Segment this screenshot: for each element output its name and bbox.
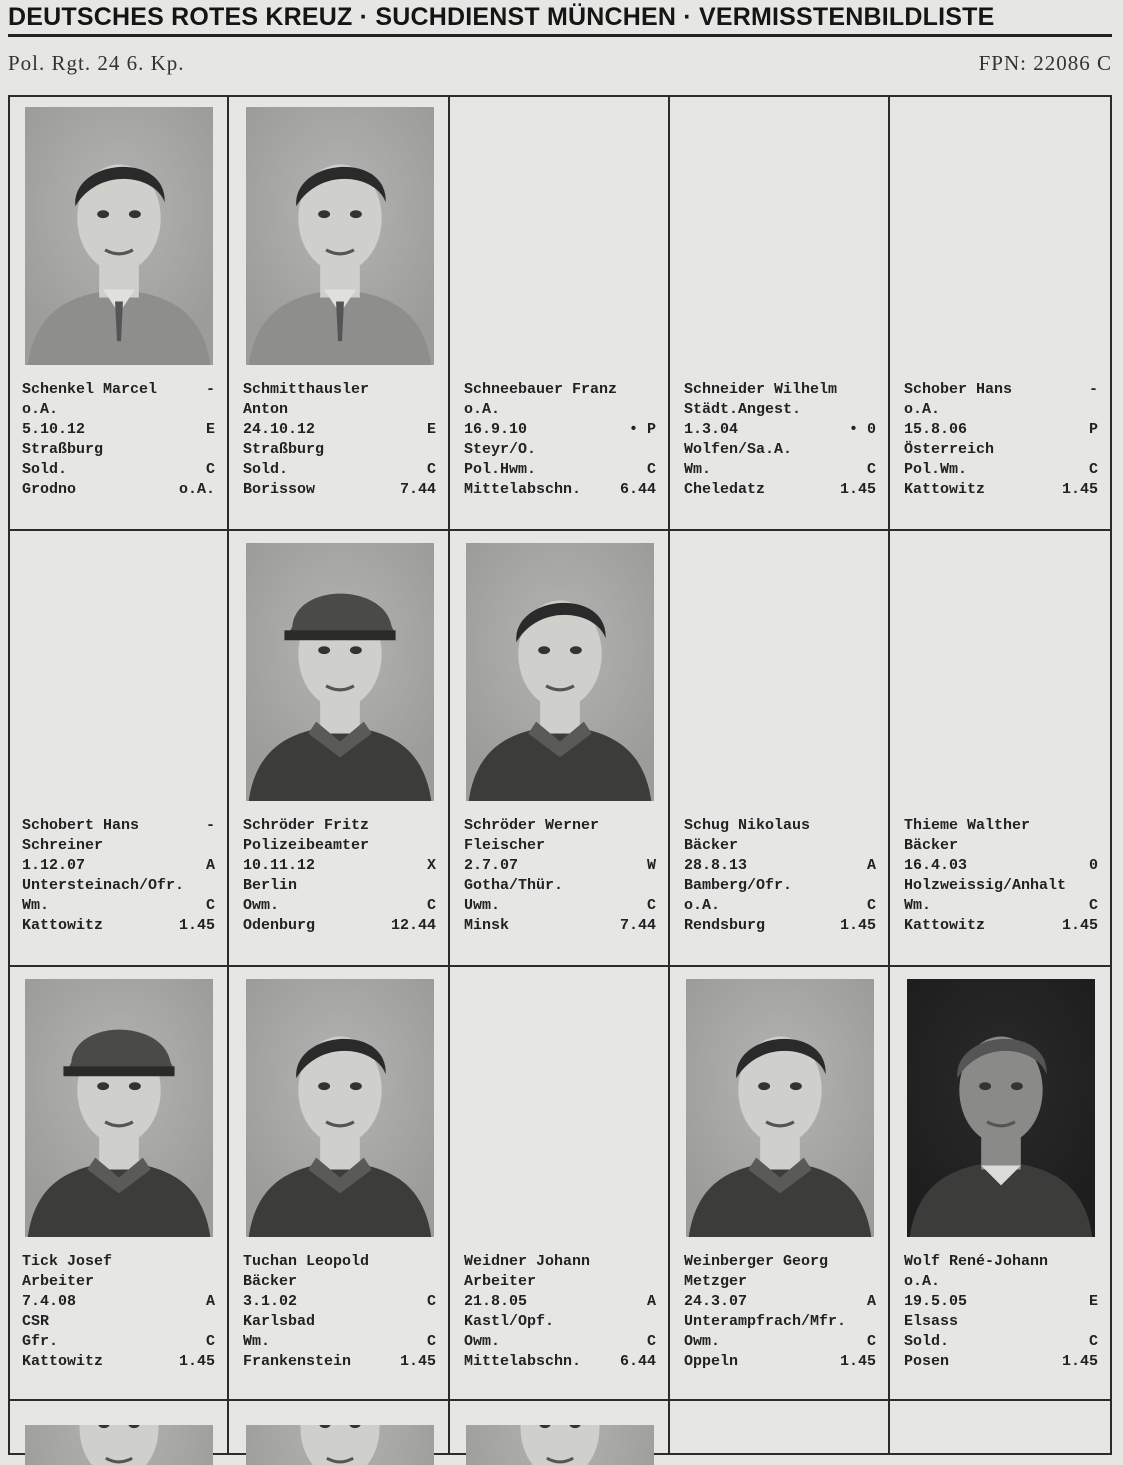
person-name: Tuchan Leopold (243, 1253, 370, 1270)
birth-place: Kastl/Opf. (464, 1313, 555, 1330)
birth-date: 2.7.07 (464, 857, 519, 874)
info-line (684, 440, 876, 460)
person-photo (246, 979, 434, 1237)
birth-date: 24.10.12 (243, 421, 316, 438)
person-info (904, 1252, 1098, 1372)
birth-place: Karlsbad (243, 1313, 316, 1330)
info-line (464, 400, 656, 420)
rank-code: C (426, 1333, 436, 1350)
last-location: Odenburg (243, 917, 316, 934)
person-occupation: o.A. (904, 401, 941, 418)
birth-code: P (1088, 421, 1098, 438)
person-photo (25, 107, 213, 365)
birth-place: Untersteinach/Ofr. (22, 877, 185, 894)
info-line (904, 856, 1098, 876)
person-photo (466, 543, 654, 801)
unit-label: Pol. Rgt. 24 6. Kp. (8, 51, 185, 75)
birth-code: 0 (1088, 857, 1098, 874)
person-photo (246, 107, 434, 365)
info-line (904, 400, 1098, 420)
birth-place: Österreich (904, 441, 995, 458)
last-date: 6.44 (619, 481, 656, 498)
rank-code: C (205, 1333, 215, 1350)
info-line (22, 916, 215, 936)
person-card (8, 967, 229, 1401)
person-name: Schneebauer Franz (464, 381, 618, 398)
info-line (464, 1292, 656, 1312)
info-line (904, 440, 1098, 460)
person-card (890, 967, 1112, 1401)
info-line (22, 1272, 215, 1292)
birth-date: 19.5.05 (904, 1293, 968, 1310)
info-line (464, 460, 656, 480)
person-occupation: Schreiner (22, 837, 104, 854)
birth-date: 10.11.12 (243, 857, 316, 874)
last-date: 1.45 (1061, 917, 1098, 934)
info-line (684, 1252, 876, 1272)
info-line (684, 1292, 876, 1312)
portrait-icon (466, 543, 654, 801)
person-card (890, 1401, 1112, 1455)
info-line (904, 480, 1098, 500)
rank-code: C (646, 461, 656, 478)
person-info (684, 816, 876, 936)
info-line (684, 400, 876, 420)
info-line (684, 896, 876, 916)
person-info (243, 1252, 436, 1372)
rank-code: C (205, 461, 215, 478)
fpn-label: FPN: 22086 C (978, 51, 1112, 75)
birth-place: Straßburg (243, 441, 325, 458)
person-card (8, 95, 229, 531)
info-line (684, 480, 876, 500)
birth-code: A (866, 857, 876, 874)
portrait-icon (246, 107, 434, 365)
info-line (22, 400, 215, 420)
info-line (904, 1312, 1098, 1332)
person-info (904, 816, 1098, 936)
info-line (904, 836, 1098, 856)
person-card (890, 95, 1112, 531)
person-name: Schenkel Marcel (22, 381, 158, 398)
person-name: Schneider Wilhelm (684, 381, 838, 398)
name-mark: - (205, 817, 215, 834)
person-rank: Wm. (904, 897, 932, 914)
info-line (464, 440, 656, 460)
birth-place: Bamberg/Ofr. (684, 877, 793, 894)
person-rank: Wm. (22, 897, 50, 914)
rank-code: C (426, 461, 436, 478)
info-line (22, 460, 215, 480)
info-line (904, 816, 1098, 836)
info-line (22, 380, 215, 400)
birth-place: Elsass (904, 1313, 959, 1330)
info-line (22, 480, 215, 500)
info-line (464, 836, 656, 856)
last-location: Kattowitz (22, 1353, 104, 1370)
info-line (22, 1312, 215, 1332)
person-occupation: o.A. (22, 401, 59, 418)
birth-date: 28.8.13 (684, 857, 748, 874)
birth-date: 24.3.07 (684, 1293, 748, 1310)
rank-code: C (426, 897, 436, 914)
person-rank: Owm. (243, 897, 280, 914)
info-line (684, 1352, 876, 1372)
info-line (904, 896, 1098, 916)
birth-place: CSR (22, 1313, 50, 1330)
person-occupation: Polizeibeamter (243, 837, 370, 854)
last-date: 7.44 (399, 481, 436, 498)
info-line (904, 420, 1098, 440)
birth-date: 7.4.08 (22, 1293, 77, 1310)
info-line (904, 1292, 1098, 1312)
last-location: Oppeln (684, 1353, 739, 1370)
birth-code: A (205, 857, 215, 874)
portrait-icon (466, 1425, 654, 1465)
info-line (243, 380, 436, 400)
person-card (8, 1401, 229, 1455)
person-card (450, 531, 670, 967)
person-rank: Owm. (464, 1333, 501, 1350)
rank-code: C (1088, 897, 1098, 914)
birth-code: W (646, 857, 656, 874)
person-card (450, 1401, 670, 1455)
info-line (243, 1252, 436, 1272)
title-rule (8, 34, 1112, 37)
person-rank: Sold. (22, 461, 68, 478)
last-location: Rendsburg (684, 917, 766, 934)
info-line (684, 380, 876, 400)
person-photo (246, 1425, 434, 1465)
info-line (22, 896, 215, 916)
info-line (243, 420, 436, 440)
portrait-icon (246, 543, 434, 801)
info-line (243, 480, 436, 500)
info-line (243, 1312, 436, 1332)
info-line (22, 856, 215, 876)
last-location: Posen (904, 1353, 950, 1370)
person-card (670, 1401, 890, 1455)
birth-code: E (205, 421, 215, 438)
birth-place: Gotha/Thür. (464, 877, 564, 894)
birth-place: Wolfen/Sa.A. (684, 441, 793, 458)
info-line (684, 856, 876, 876)
person-card (8, 531, 229, 967)
info-line (464, 380, 656, 400)
person-occupation: Metzger (684, 1273, 748, 1290)
birth-code: A (205, 1293, 215, 1310)
person-card (229, 1401, 450, 1455)
info-line (684, 1332, 876, 1352)
person-rank: Pol.Wm. (904, 461, 968, 478)
birth-date: 21.8.05 (464, 1293, 528, 1310)
birth-date: 16.4.03 (904, 857, 968, 874)
person-occupation: Arbeiter (22, 1273, 95, 1290)
info-line (22, 440, 215, 460)
person-occupation: Bäcker (243, 1273, 298, 1290)
person-card (670, 531, 890, 967)
person-card (450, 967, 670, 1401)
info-line (243, 1352, 436, 1372)
birth-code: A (646, 1293, 656, 1310)
person-photo (25, 979, 213, 1237)
info-line (22, 420, 215, 440)
last-location: Cheledatz (684, 481, 766, 498)
person-occupation: Fleischer (464, 837, 546, 854)
person-info (22, 816, 215, 936)
info-line (243, 836, 436, 856)
last-location: Mittelabschn. (464, 1353, 582, 1370)
last-date: 1.45 (178, 917, 215, 934)
person-name: Weinberger Georg (684, 1253, 829, 1270)
person-photo (686, 979, 874, 1237)
person-name: Schröder Werner (464, 817, 600, 834)
last-date: 7.44 (619, 917, 656, 934)
person-name: Schug Nikolaus (684, 817, 811, 834)
last-date: 1.45 (1061, 481, 1098, 498)
rank-code: C (646, 897, 656, 914)
info-line (243, 1272, 436, 1292)
last-location: Minsk (464, 917, 510, 934)
info-line (684, 460, 876, 480)
portrait-icon (25, 1425, 213, 1465)
info-line (22, 816, 215, 836)
name-mark: - (205, 381, 215, 398)
last-date: 1.45 (839, 917, 876, 934)
last-location: Kattowitz (904, 917, 986, 934)
info-line (684, 1272, 876, 1292)
person-photo (907, 979, 1095, 1237)
birth-place: Unterampfrach/Mfr. (684, 1313, 847, 1330)
info-line (904, 876, 1098, 896)
info-line (684, 1312, 876, 1332)
info-line (904, 916, 1098, 936)
info-line (464, 1352, 656, 1372)
last-location: Kattowitz (22, 917, 104, 934)
person-name: Weidner Johann (464, 1253, 591, 1270)
info-line (464, 856, 656, 876)
birth-date: 16.9.10 (464, 421, 528, 438)
last-location: Frankenstein (243, 1353, 352, 1370)
rank-code: C (205, 897, 215, 914)
person-occupation: Anton (243, 401, 289, 418)
person-info (243, 816, 436, 936)
info-line (464, 876, 656, 896)
rank-code: C (866, 461, 876, 478)
birth-code: A (866, 1293, 876, 1310)
person-info (684, 1252, 876, 1372)
info-line (243, 1332, 436, 1352)
person-grid (8, 95, 1112, 1455)
info-line (22, 836, 215, 856)
info-line (464, 1272, 656, 1292)
person-card (229, 967, 450, 1401)
info-line (243, 896, 436, 916)
birth-code: • 0 (848, 421, 876, 438)
person-name: Wolf René-Johann (904, 1253, 1049, 1270)
rank-code: C (1088, 461, 1098, 478)
person-info (22, 1252, 215, 1372)
info-line (464, 816, 656, 836)
person-rank: o.A. (684, 897, 721, 914)
person-card (450, 95, 670, 531)
last-date: o.A. (178, 481, 215, 498)
info-line (904, 460, 1098, 480)
person-info (904, 380, 1098, 500)
portrait-icon (246, 1425, 434, 1465)
person-info (243, 380, 436, 500)
info-line (684, 816, 876, 836)
last-date: 6.44 (619, 1353, 656, 1370)
rank-code: C (1088, 1333, 1098, 1350)
info-line (684, 916, 876, 936)
person-photo (25, 1425, 213, 1465)
portrait-icon (25, 979, 213, 1237)
person-rank: Owm. (684, 1333, 721, 1350)
info-line (684, 876, 876, 896)
person-info (464, 1252, 656, 1372)
person-occupation: o.A. (464, 401, 501, 418)
name-mark: - (1088, 381, 1098, 398)
person-occupation: Bäcker (684, 837, 739, 854)
person-name: Thieme Walther (904, 817, 1031, 834)
info-line (243, 460, 436, 480)
page-title: DEUTSCHES ROTES KREUZ · SUCHDIENST MÜNCHEN · VERMISSTENBILDLISTE (8, 3, 995, 31)
info-line (243, 876, 436, 896)
person-photo (466, 1425, 654, 1465)
info-line (243, 916, 436, 936)
last-location: Grodno (22, 481, 77, 498)
info-line (22, 1292, 215, 1312)
birth-place: Straßburg (22, 441, 104, 458)
person-name: Schmitthausler (243, 381, 370, 398)
portrait-icon (686, 979, 874, 1237)
person-occupation: Bäcker (904, 837, 959, 854)
last-date: 1.45 (399, 1353, 436, 1370)
info-line (243, 856, 436, 876)
rank-code: C (866, 1333, 876, 1350)
person-name: Schober Hans (904, 381, 1013, 398)
birth-date: 1.3.04 (684, 421, 739, 438)
info-line (464, 1312, 656, 1332)
info-line (464, 916, 656, 936)
info-line (243, 1292, 436, 1312)
birth-code: X (426, 857, 436, 874)
birth-place: Holzweissig/Anhalt (904, 877, 1067, 894)
last-date: 1.45 (839, 481, 876, 498)
person-card (229, 95, 450, 531)
last-location: Kattowitz (904, 481, 986, 498)
birth-place: Steyr/O. (464, 441, 537, 458)
info-line (243, 440, 436, 460)
person-rank: Gfr. (22, 1333, 59, 1350)
last-date: 1.45 (178, 1353, 215, 1370)
info-line (904, 380, 1098, 400)
birth-code: E (426, 421, 436, 438)
info-line (243, 816, 436, 836)
person-card (890, 531, 1112, 967)
portrait-icon (25, 107, 213, 365)
person-rank: Pol.Hwm. (464, 461, 537, 478)
birth-place: Berlin (243, 877, 298, 894)
last-date: 12.44 (390, 917, 436, 934)
info-line (464, 480, 656, 500)
birth-date: 15.8.06 (904, 421, 968, 438)
portrait-icon (246, 979, 434, 1237)
info-line (22, 1332, 215, 1352)
person-rank: Sold. (904, 1333, 950, 1350)
info-line (243, 400, 436, 420)
info-line (464, 1252, 656, 1272)
info-line (904, 1332, 1098, 1352)
info-line (464, 420, 656, 440)
rank-code: C (866, 897, 876, 914)
rank-code: C (646, 1333, 656, 1350)
info-line (22, 1252, 215, 1272)
person-card (229, 531, 450, 967)
birth-code: E (1088, 1293, 1098, 1310)
person-rank: Sold. (243, 461, 289, 478)
last-location: Borissow (243, 481, 316, 498)
info-line (464, 1332, 656, 1352)
person-info (464, 380, 656, 500)
person-occupation: Städt.Angest. (684, 401, 802, 418)
info-line (684, 420, 876, 440)
info-line (22, 876, 215, 896)
person-info (464, 816, 656, 936)
person-photo (246, 543, 434, 801)
person-name: Schobert Hans (22, 817, 140, 834)
person-rank: Wm. (243, 1333, 271, 1350)
last-location: Mittelabschn. (464, 481, 582, 498)
info-line (684, 836, 876, 856)
birth-date: 1.12.07 (22, 857, 86, 874)
birth-code: C (426, 1293, 436, 1310)
last-date: 1.45 (1061, 1353, 1098, 1370)
birth-code: • P (628, 421, 656, 438)
person-name: Tick Josef (22, 1253, 113, 1270)
person-rank: Uwm. (464, 897, 501, 914)
info-line (904, 1252, 1098, 1272)
person-card (670, 967, 890, 1401)
birth-date: 5.10.12 (22, 421, 86, 438)
info-line (22, 1352, 215, 1372)
last-date: 1.45 (839, 1353, 876, 1370)
person-occupation: o.A. (904, 1273, 941, 1290)
info-line (904, 1272, 1098, 1292)
person-card (670, 95, 890, 531)
birth-date: 3.1.02 (243, 1293, 298, 1310)
info-line (464, 896, 656, 916)
person-info (22, 380, 215, 500)
portrait-icon (907, 979, 1095, 1237)
person-rank: Wm. (684, 461, 712, 478)
info-line (904, 1352, 1098, 1372)
person-occupation: Arbeiter (464, 1273, 537, 1290)
person-name: Schröder Fritz (243, 817, 370, 834)
person-info (684, 380, 876, 500)
